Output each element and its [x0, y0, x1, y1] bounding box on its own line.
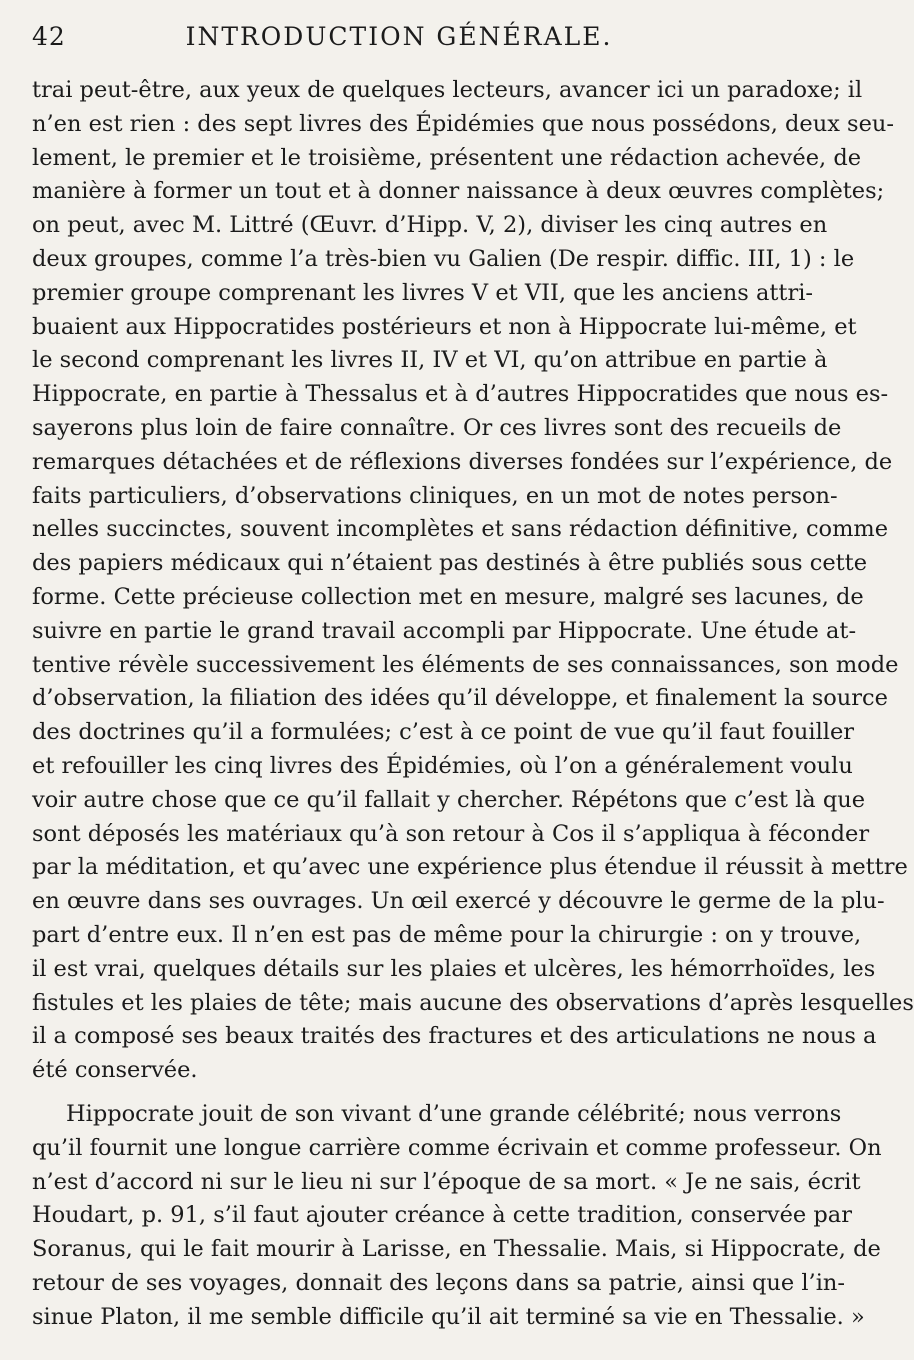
text-line: forme. Cette précieuse collection met en mesure, malgré ses lacunes, de	[32, 583, 864, 610]
text-line: buaient aux Hippocratides postérieurs et non à Hippocrate lui-même, et	[32, 313, 857, 340]
text-line: Houdart, p. 91, s’il faut ajouter créance à cette tradition, conservée par	[32, 1202, 852, 1229]
text-line: en œuvre dans ses ouvrages. Un œil exercé y découvre le germe de la plu-	[32, 888, 885, 915]
text-line: qu’il fournit une longue carrière comme écrivain et comme professeur. On	[32, 1134, 882, 1161]
text-line: par la méditation, et qu’avec une expérience plus étendue il réussit à mettre	[32, 854, 908, 881]
text-line: été conservée.	[32, 1057, 198, 1084]
text-line: premier groupe comprenant les livres V et VII, que les anciens attri-	[32, 279, 813, 306]
text-line: des doctrines qu’il a formulées; c’est à ce point de vue qu’il faut fouiller	[32, 719, 855, 746]
text-line: il a composé ses beaux traités des fractures et des articulations ne nous a	[32, 1023, 877, 1050]
text-line: n’est d’accord ni sur le lieu ni sur l’époque de sa mort. « Je ne sais, écrit	[32, 1168, 861, 1195]
text-line: Soranus, qui le fait mourir à Larisse, en Thessalie. Mais, si Hippocrate, de	[32, 1236, 881, 1263]
text-line: remarques détachées et de réflexions diverses fondées sur l’expérience, de	[32, 448, 893, 475]
page-number: 42	[32, 22, 66, 51]
text-line: nelles succinctes, souvent incomplètes et sans rédaction définitive, comme	[32, 516, 889, 543]
text-line: manière à former un tout et à donner naissance à deux œuvres complètes;	[32, 178, 885, 205]
paragraph-1	[32, 74, 914, 1088]
text-line: trai peut-être, aux yeux de quelques lecteurs, avancer ici un paradoxe; il	[32, 77, 863, 103]
text-line: n’en est rien : des sept livres des Épidémies que nous possédons, deux seu-	[32, 110, 894, 137]
text-line: voir autre chose que ce qu’il fallait y chercher. Répétons que c’est là que	[32, 786, 866, 813]
running-title: INTRODUCTION GÉNÉRALE.	[185, 22, 613, 51]
text-line: et refouiller les cinq livres des Épidémies, où l’on a généralement voulu	[32, 752, 853, 779]
text-line: le second comprenant les livres II, IV et VI, qu’on attribue en partie à	[32, 347, 828, 374]
text-line: sinue Platon, il me semble difficile qu’il ait terminé sa vie en Thessalie. »	[32, 1303, 865, 1330]
text-line: Hippocrate, en partie à Thessalus et à d’autres Hippocratides que nous es-	[32, 381, 889, 408]
text-line: tentive révèle successivement les éléments de ses connaissances, son mode	[32, 651, 899, 678]
text-line: sont déposés les matériaux qu’à son retour à Cos il s’appliqua à féconder	[32, 820, 870, 847]
text-line: deux groupes, comme l’a très-bien vu Galien (De respir. diffic. III, 1) : le	[32, 245, 855, 272]
text-line: part d’entre eux. Il n’en est pas de même pour la chirurgie : on y trouve,	[32, 921, 862, 948]
text-line: fistules et les plaies de tête; mais aucune des observations d’après lesquelles	[32, 989, 914, 1016]
paragraph-gap	[32, 1088, 766, 1098]
paragraph-2	[32, 1098, 882, 1335]
text-line: des papiers médicaux qui n’étaient pas destinés à être publiés sous cette	[32, 550, 868, 577]
text-line: suivre en partie le grand travail accompli par Hippocrate. Une étude at-	[32, 617, 857, 644]
text-line: il est vrai, quelques détails sur les plaies et ulcères, les hémorrhoïdes, les	[32, 955, 876, 982]
text-line: on peut, avec M. Littré (Œuvr. d’Hipp. V, 2), diviser les cinq autres en	[32, 212, 828, 239]
text-line: sayerons plus loin de faire connaître. Or ces livres sont des recueils de	[32, 414, 842, 441]
text-line: retour de ses voyages, donnait des leçons dans sa patrie, ainsi que l’in-	[32, 1269, 845, 1296]
text-line: Hippocrate jouit de son vivant d’une grande célébrité; nous verrons	[66, 1100, 842, 1127]
text-line: lement, le premier et le troisième, présentent une rédaction achevée, de	[32, 144, 862, 171]
page-header	[32, 22, 766, 70]
text-line: faits particuliers, d’observations cliniques, en un mot de notes person-	[32, 482, 838, 509]
body-text	[32, 74, 914, 1334]
text-line: d’observation, la filiation des idées qu’il développe, et finalement la source	[32, 685, 888, 712]
